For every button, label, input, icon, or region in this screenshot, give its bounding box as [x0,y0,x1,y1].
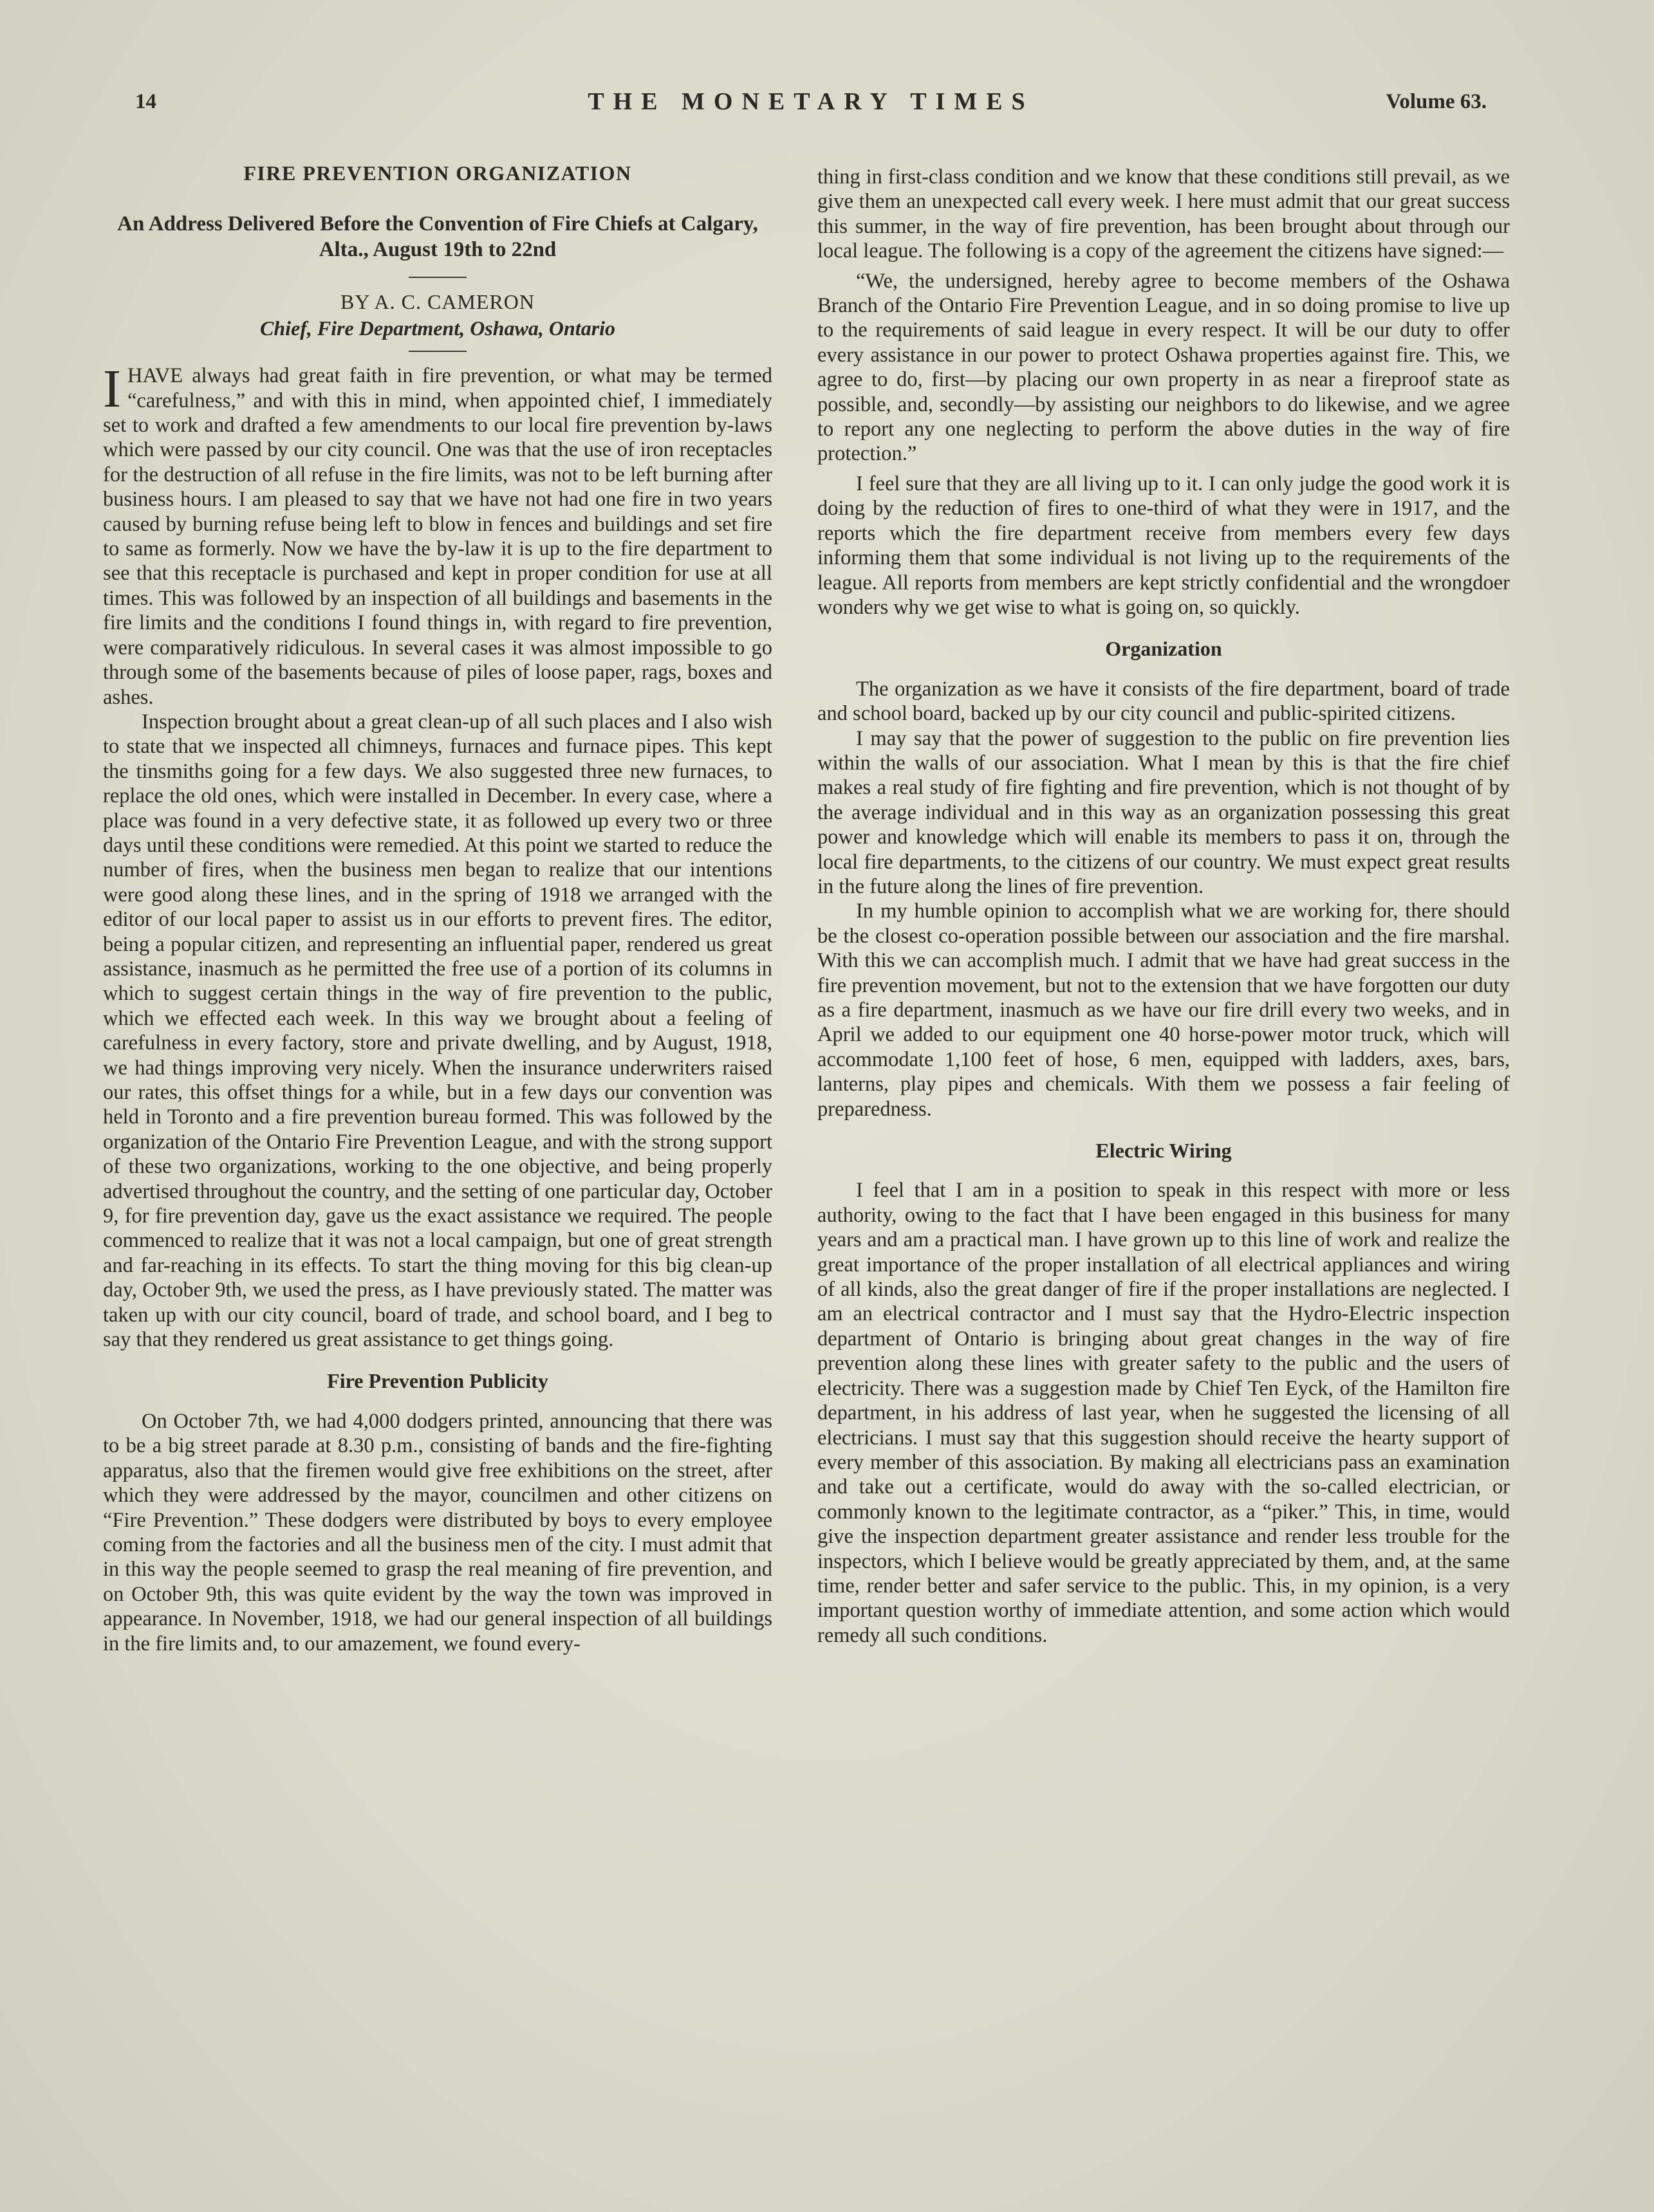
article-title: FIRE PREVENTION ORGANIZATION [243,161,632,185]
agreement-quote: “We, the undersigned, hereby agree to become members of the Oshawa Branch of the Ontario Fire Prevention League, and in so doing promise to live up to the requirements of said league in every respect. It will be our duty to offer every assistance in our power to protect Oshawa properties against fire. This, we agree to do, first—by placing our own property in as near a fireproof state as possible, and, secondly—by assisting our neighbors to do likewise, and we agree to report any one neglecting to perform the above duties in the way of fire protection.” [817,269,1510,466]
paragraph-4: thing in first-class condition and we know that these conditions still prevail, as we give them an unexpected call every week. I here must admit that our great success this summer, in the way of fire prevention, has been brought about through our local league. The following is a copy of the agreement the citizens have signed:— [817,165,1510,263]
right-column [817,165,1510,1648]
publication-title: THE MONETARY TIMES [588,88,1034,115]
byline: BY A. C. CAMERON [340,290,535,314]
drop-cap: I [103,359,121,419]
paragraph-7: The organization as we have it consists of the fire department, board of trade and school board, backed up by our city council and public-spirited citizens. [817,677,1510,726]
paragraph-10: I feel that I am in a position to speak in this respect with more or less authority, owing to the fact that I have been engaged in this business for many years and am a practical man. I have grown up to this line of work and realize the great importance of the proper installation of all electrical appliances and wiring of all kinds, also the great danger of fire if the proper installations are neglected. I am an electrical contractor and I must say that the Hydro-Electric inspection department of Ontario is bringing about great changes in the way of fire prevention along these lines with greater safety to the public and the users of electricity. There was a suggestion made by Chief Ten Eyck, of the Hamilton fire department, in his address of last year, when he suggested the licensing of all electricians. I must say that this suggestion should receive the hearty support of every member of this association. By making all electricians pass an examination and take out a certificate, would do away with the so-called electrician, or commonly known to the legitimate contractor, as a “piker.” This, in time, would give the inspection department greater assistance and render less trouble for the inspectors, which I believe would be greatly appreciated by them, and, at the same time, render better and safer service to the public. This, in my opinion, is a very important question worthy of immediate attention, and some action which would remedy all such conditions. [817,1179,1510,1647]
paragraph-8: I may say that the power of suggestion to the public on fire prevention lies within the walls of our association. What I mean by this is that the fire chief makes a real study of fire fighting and fire prevention, which is not thought of by the average individual and in this way as an organization possessing this great power and knowledge which will enable its members to pass it on, through the local fire departments, to the citizens of our country. We must expect great results in the future along the lines of fire prevention. [817,726,1510,898]
subhead-publicity: Fire Prevention Publicity [327,1369,548,1393]
subhead-electric-wiring: Electric Wiring [1095,1139,1232,1163]
left-column [103,161,772,1656]
paragraph-3: On October 7th, we had 4,000 dodgers printed, announcing that there was to be a big street parade at 8.30 p.m., consisting of bands and the fire-fighting apparatus, also that the firemen would give free exhibitions on the street, after which they were addressed by the mayor, councilmen and other citizens on “Fire Prevention.” These dodgers were distributed by boys to every employee coming from the factories and all the business men of the city. I must admit that in this way the people seemed to grasp the real meaning of fire prevention, and on October 9th, this was quite evident by the way the town was improved in appearance. In November, 1918, we had our general inspection of all buildings in the fire limits and, to our amazement, we found every- [103,1409,772,1655]
byline-rule [409,351,467,352]
page-number: 14 [135,90,156,113]
paragraph-1-text: HAVE always had great faith in fire prevention, or what may be termed “carefulness,” and with this in mind, when appointed chief, I immediately set to work and drafted a few amendments to our local fire prevention by-laws which were passed by our city council. One was that the use of iron receptacles for the destruction of all refuse in the fire limits, was not to be left burning after business hours. I am pleased to say that we have not had one fire in two years caused by burning refuse being left to blow in fences and buildings and set fire to same as formerly. Now we have the by-law it is up to the fire department to see that this receptacle is purchased and kept in proper condition for use at all times. This was followed by an inspection of all buildings and basements in the fire limits and the conditions I found things in, with regard to fire prevention, were comparatively ridiculous. In several cases it was almost impossible to go through some of the basements because of piles of loose paper, rags, boxes and ashes. [103,364,772,709]
subhead-organization: Organization [1105,637,1222,661]
paragraph-6: I feel sure that they are all living up to it. I can only judge the good work it is doing by the reduction of fires to one-third of what they were in 1917, and the reports which the fire department receive from members every few days informing them that some individual is not living up to the requirements of the league. All reports from members are kept strictly confidential and the wrongdoer wonders why we get wise to what is going on, so quickly. [817,472,1510,619]
paragraph-9: In my humble opinion to accomplish what we are working for, there should be the closest co-operation possible between our association and the fire marshal. With this we can accomplish much. I admit that we have had great success in the fire prevention movement, but not to the extension that we have forgotten our duty as a fire department, inasmuch as we have our fire drill every two weeks, and in April we added to our equipment one 40 horse-power motor truck, which will accommodate 1,100 feet of hose, 6 men, equipped with ladders, axes, bars, lanterns, play pipes and chemicals. With them we possess a fair feeling of preparedness. [817,899,1510,1121]
paragraph-2: Inspection brought about a great clean-up of all such places and I also wish to state that we inspected all chimneys, furnaces and furnace pipes. This kept the tinsmiths going for a few days. We also suggested three new furnaces, to replace the old ones, which were installed in December. In every case, where a place was found in a very defective state, it as followed up every two or three days until these conditions were remedied. At this point we started to reduce the number of fires, when the business men began to realize that our intentions were good along these lines, and in the spring of 1918 we arranged with the editor of our local paper to assist us in our efforts to prevent fires. The editor, being a popular citizen, and representing an influential paper, rendered us great assistance, inasmuch as he permitted the free use of a portion of its columns in which to suggest certain things in the way of fire prevention to the public, which we effected each week. In this way we brought about a feeling of carefulness in every factory, store and private dwelling, and by August, 1918, we had things improving very nicely. When the insurance underwriters raised our rates, this offset things for a while, but in a few days our convention was held in Toronto and a fire prevention bureau formed. This was followed by the organization of the Ontario Fire Prevention League, and with the strong support of these two organizations, working to the one objective, and being properly advertised throughout the country, and the setting of one particular day, October 9, for fire prevention day, gave us the exact assistance we required. The people commenced to realize that it was not a local campaign, but one of great strength and far-reaching in its effects. To start the thing moving for this big clean-up day, October 9th, we used the press, as I have previously stated. The matter was taken up with our city council, board of trade, and school board, and I beg to say that they rendered us great assistance to get things going. [103,710,772,1352]
volume-label: Volume 63. [1386,90,1487,113]
byline-title: Chief, Fire Department, Oshawa, Ontario [259,316,616,340]
paragraph-1 [103,359,772,710]
title-rule [409,277,467,278]
article-subtitle: An Address Delivered Before the Convention of Fire Chiefs at Calgary, Alta., August 19th to 22nd [117,212,758,262]
running-header [135,90,1487,129]
